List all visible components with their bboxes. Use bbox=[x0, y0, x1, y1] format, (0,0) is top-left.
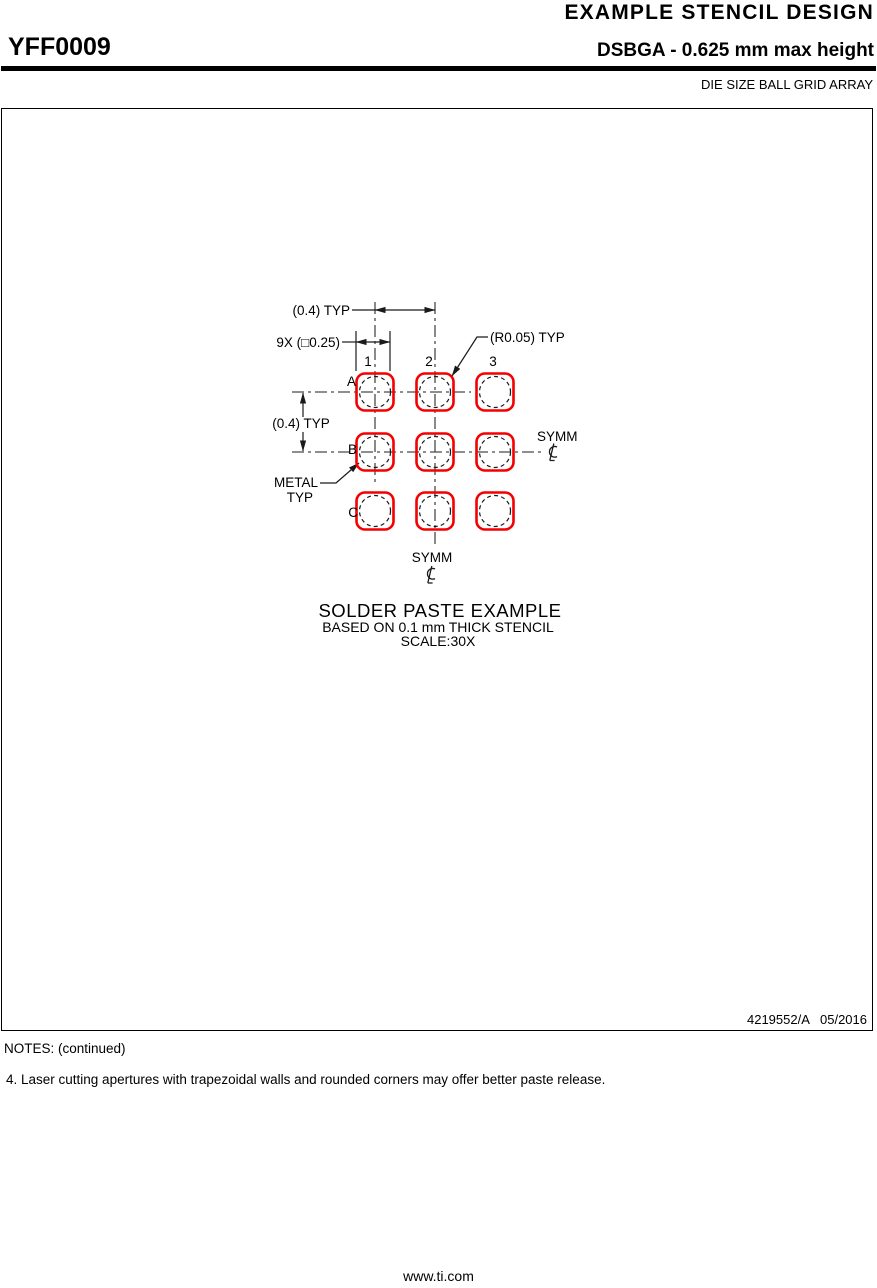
package-family: DIE SIZE BALL GRID ARRAY bbox=[701, 77, 873, 92]
column-1-label: 1 bbox=[364, 354, 372, 369]
ti-url-link[interactable]: www.ti.com bbox=[403, 1268, 474, 1284]
row-c-label: C bbox=[348, 505, 358, 520]
package-title: DSBGA - 0.625 mm max height bbox=[597, 40, 874, 61]
note-4: 4. Laser cutting apertures with trapezoidal walls and rounded corners may offer better paste release. bbox=[6, 1072, 606, 1087]
page-footer bbox=[0, 1268, 877, 1284]
corner-radius-label: (R0.05) TYP bbox=[490, 330, 565, 345]
notes-heading: NOTES: (continued) bbox=[4, 1041, 126, 1056]
drawing-revision: 4219552/A 05/2016 bbox=[746, 1012, 867, 1027]
metal-label-line2: TYP bbox=[286, 490, 313, 505]
column-3-label: 3 bbox=[489, 354, 497, 369]
row-a-label: A bbox=[346, 374, 356, 389]
row-b-label: B bbox=[347, 442, 357, 457]
caption-scale: SCALE:30X bbox=[400, 633, 476, 649]
doc-title: EXAMPLE STENCIL DESIGN bbox=[564, 1, 874, 24]
caption-title: SOLDER PASTE EXAMPLE bbox=[318, 600, 562, 621]
pitch-v-label: (0.4) TYP bbox=[272, 416, 330, 431]
header-rule bbox=[1, 66, 876, 71]
pitch-h-label: (0.4) TYP bbox=[292, 303, 350, 318]
metal-label-line1: METAL bbox=[273, 475, 318, 490]
aperture-label: 9X (□0.25) bbox=[276, 335, 340, 350]
symm-bottom-label: SYMM bbox=[411, 550, 453, 565]
drawing-frame bbox=[1, 108, 873, 1031]
column-2-label: 2 bbox=[425, 354, 433, 369]
part-number: YFF0009 bbox=[8, 33, 111, 61]
caption-subtitle: BASED ON 0.1 mm THICK STENCIL bbox=[322, 619, 554, 635]
symm-right-label: SYMM bbox=[537, 429, 578, 444]
